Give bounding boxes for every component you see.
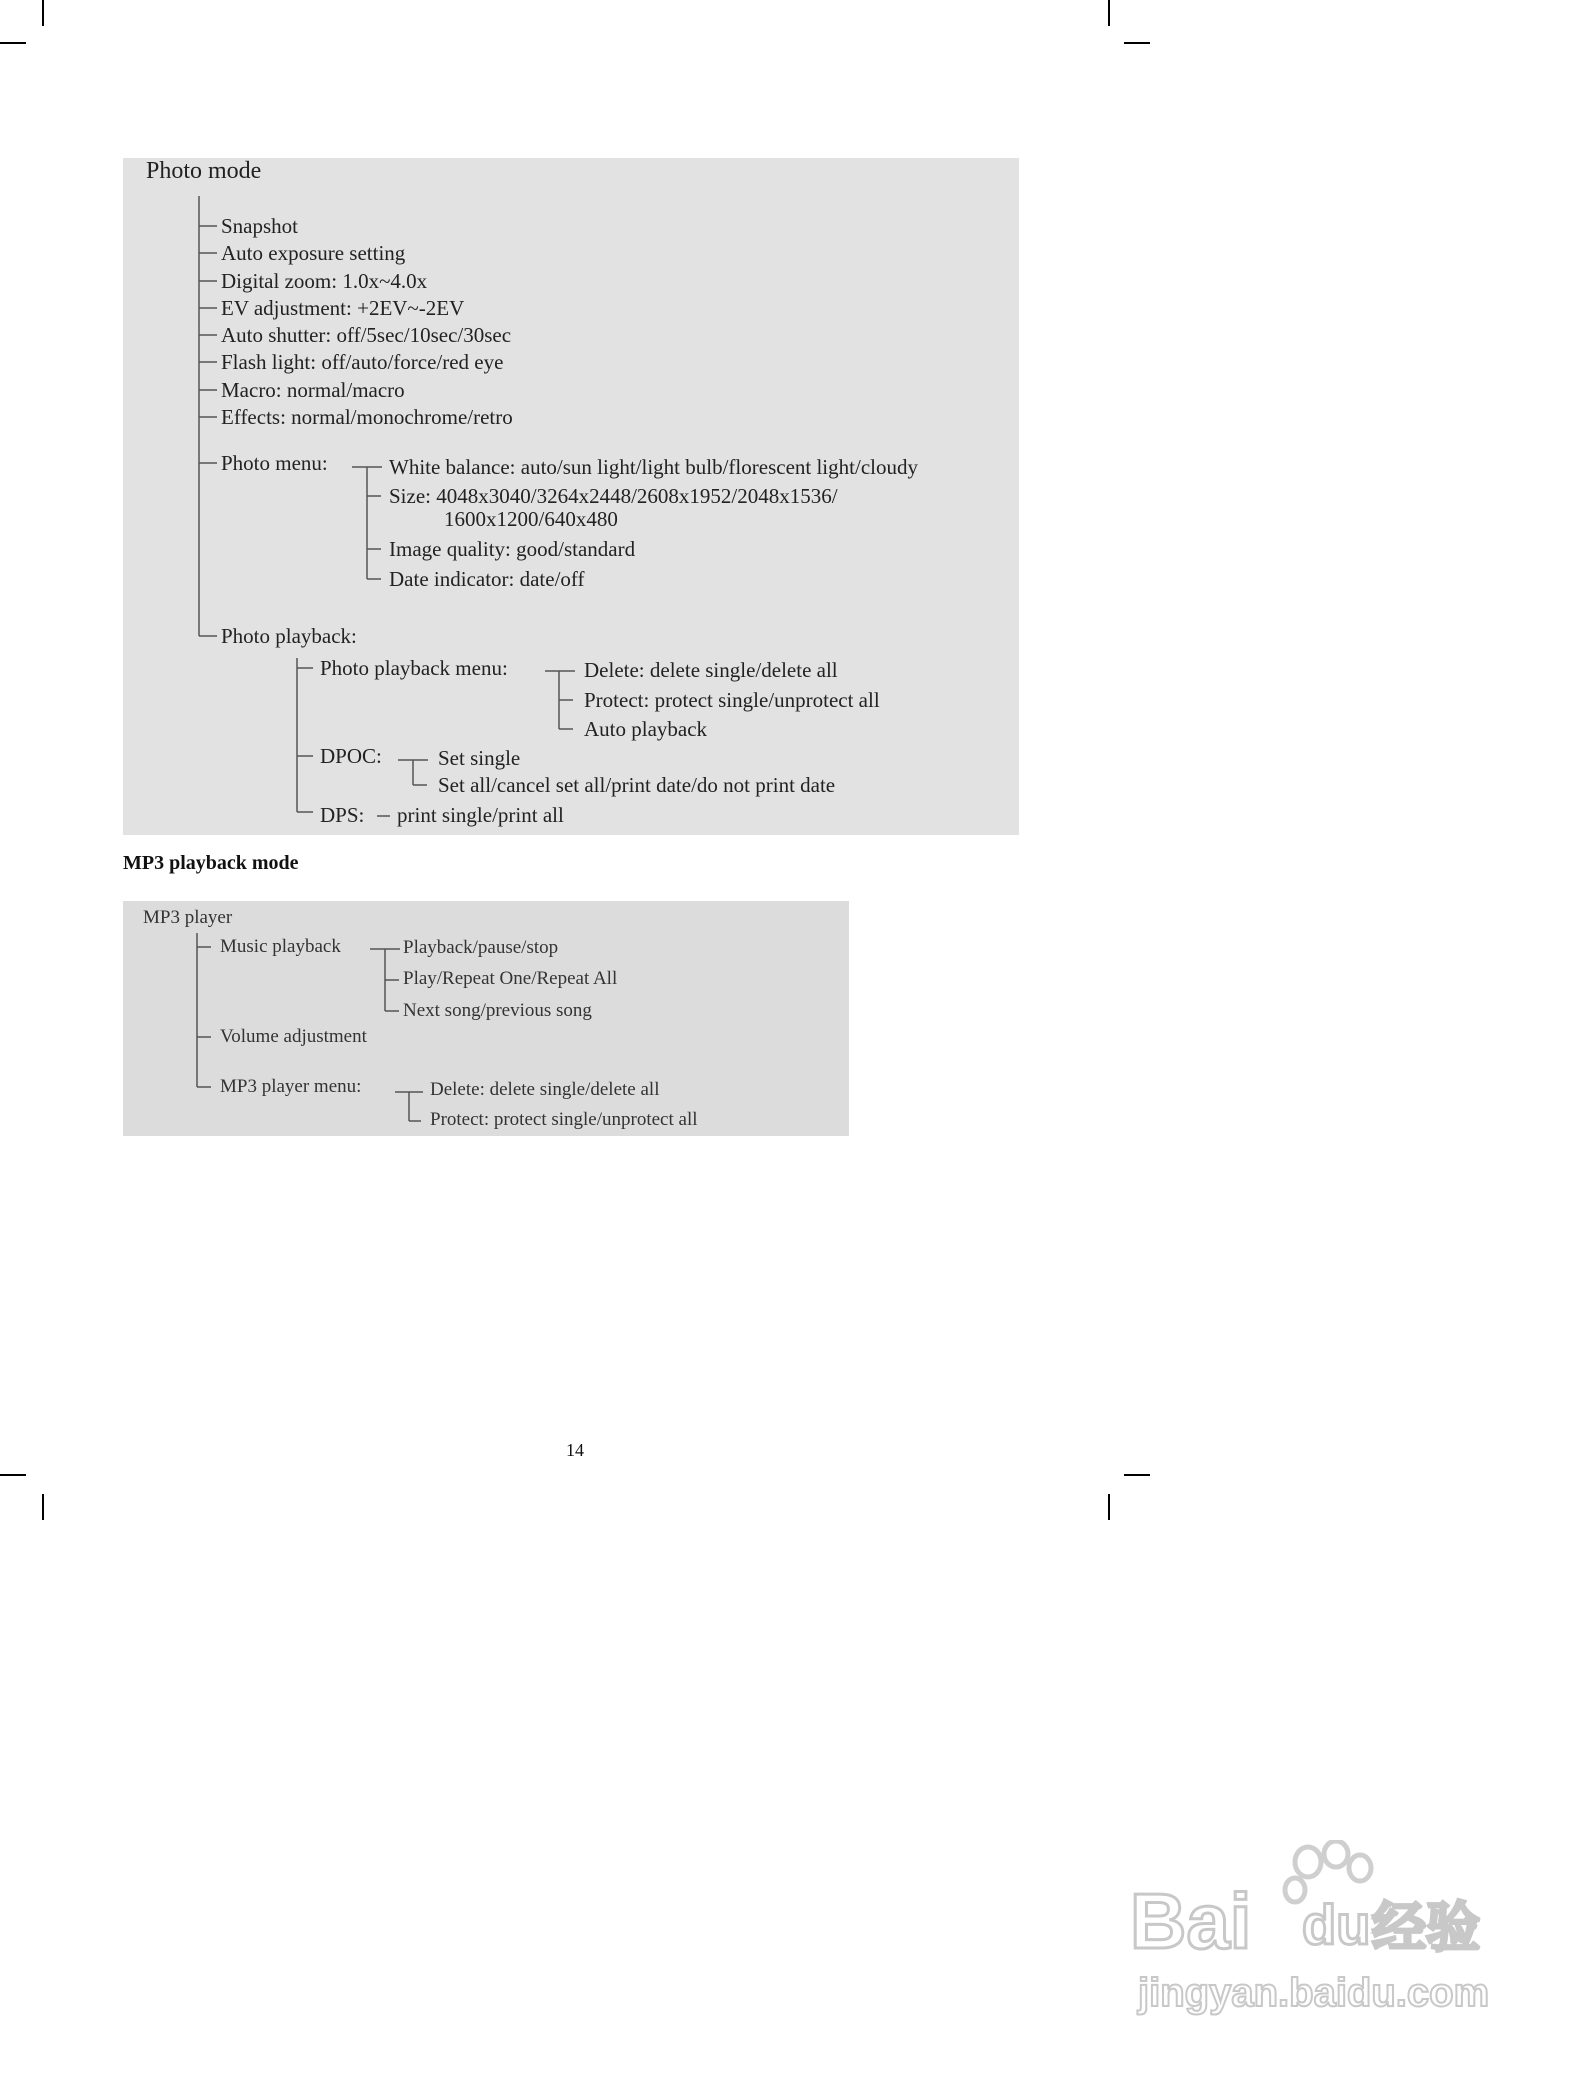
music-playback-label: Music playback xyxy=(220,936,341,957)
photo-mode-title: Photo mode xyxy=(146,158,262,184)
photo-playback-menu-item: Delete: delete single/delete all xyxy=(584,658,838,682)
baidu-watermark-logo xyxy=(1110,1840,1490,2020)
mp3-menu-item: Protect: protect single/unprotect all xyxy=(430,1109,698,1130)
photo-menu-item: Size: 4048x3040/3264x2448/2608x1952/2048x1536/ xyxy=(389,484,838,508)
photo-mode-item: Effects: normal/monochrome/retro xyxy=(221,405,513,429)
svg-text:jingyan.baidu.com: jingyan.baidu.com xyxy=(1138,1971,1490,2015)
music-playback-item: Play/Repeat One/Repeat All xyxy=(403,968,618,989)
mp3-player-title: MP3 player xyxy=(143,907,233,928)
dpoc-label: DPOC: xyxy=(320,744,382,768)
photo-menu-label: Photo menu: xyxy=(221,451,328,475)
music-playback-item: Playback/pause/stop xyxy=(403,937,559,958)
page-number: 14 xyxy=(566,1440,584,1460)
photo-mode-item: Snapshot xyxy=(221,214,299,238)
photo-playback-menu-item: Protect: protect single/unprotect all xyxy=(584,688,880,712)
photo-playback-menu-item: Auto playback xyxy=(584,717,708,741)
svg-text:经验: 经验 xyxy=(1372,1896,1480,1959)
dps-item: print single/print all xyxy=(397,803,564,827)
photo-mode-item: Digital zoom: 1.0x~4.0x xyxy=(221,269,428,293)
photo-playback-label: Photo playback: xyxy=(221,624,357,648)
photo-mode-item: Auto exposure setting xyxy=(221,241,406,265)
dpoc-item: Set all/cancel set all/print date/do not print date xyxy=(438,773,836,797)
music-playback-item: Next song/previous song xyxy=(403,1000,592,1021)
photo-mode-item: Flash light: off/auto/force/red eye xyxy=(221,350,504,374)
svg-text:Bai: Bai xyxy=(1130,1877,1252,1965)
mp3-heading: MP3 playback mode xyxy=(123,852,299,874)
mp3-menu-item: Delete: delete single/delete all xyxy=(430,1079,660,1100)
photo-menu-item: White balance: auto/sun light/light bulb/florescent light/cloudy xyxy=(389,455,918,479)
dpoc-item: Set single xyxy=(438,746,521,770)
volume-adjustment-label: Volume adjustment xyxy=(220,1026,367,1047)
mp3-player-menu-label: MP3 player menu: xyxy=(220,1076,362,1097)
photo-menu-item: 1600x1200/640x480 xyxy=(444,507,618,531)
dps-label: DPS: xyxy=(320,803,365,827)
photo-menu-item: Image quality: good/standard xyxy=(389,537,636,561)
photo-menu-item: Date indicator: date/off xyxy=(389,567,585,591)
photo-mode-item: Auto shutter: off/5sec/10sec/30sec xyxy=(221,323,512,347)
photo-playback-menu-label: Photo playback menu: xyxy=(320,656,508,680)
photo-mode-item: Macro: normal/macro xyxy=(221,378,405,402)
svg-text:du: du xyxy=(1302,1893,1371,1956)
photo-mode-item: EV adjustment: +2EV~-2EV xyxy=(221,296,465,320)
